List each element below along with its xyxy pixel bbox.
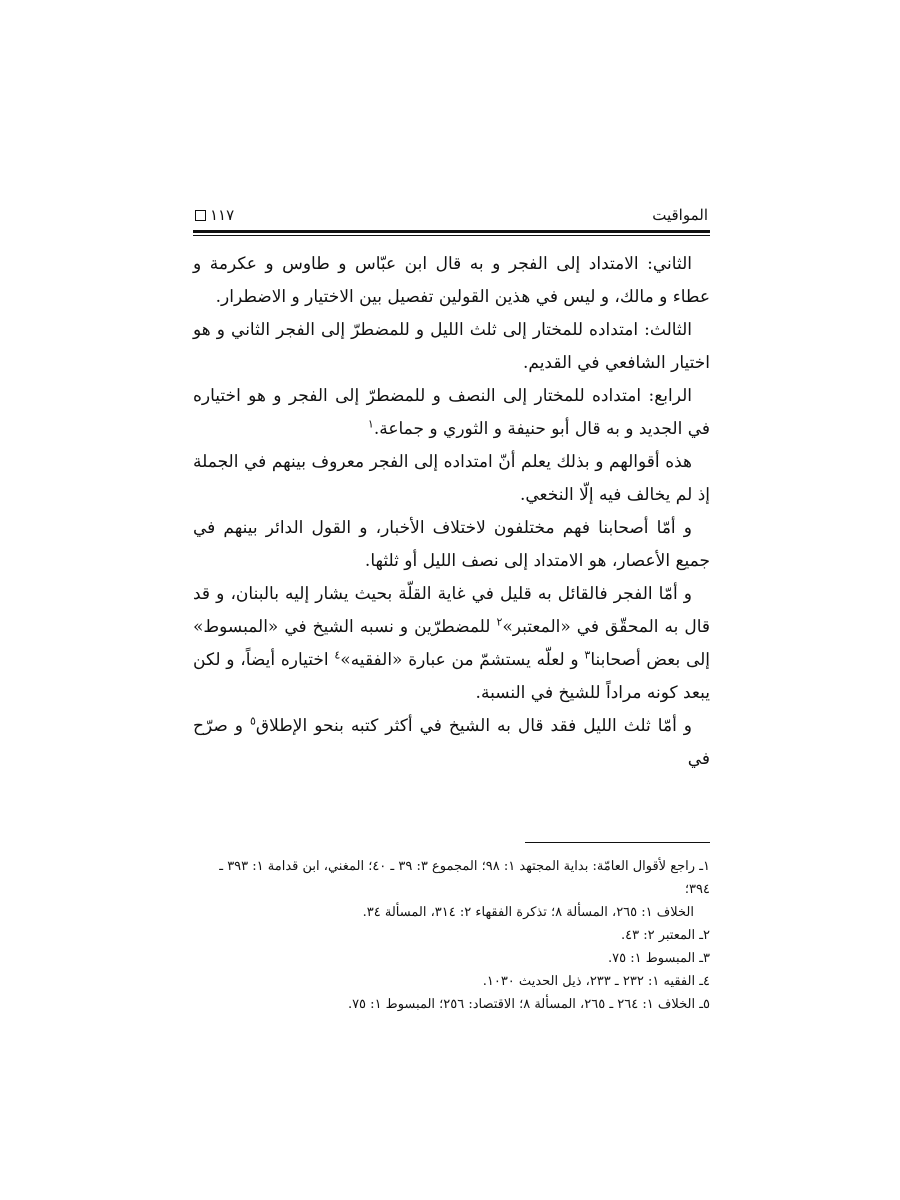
paragraph [193,512,710,578]
footnotes [193,855,710,1016]
footnote-marker[interactable]: ٢ [496,615,503,629]
footnote-separator [525,842,710,843]
header-rule-thick [193,230,710,233]
footnote: ٥ـ الخلاف ١: ٢٦٤ ـ ٢٦٥، المسألة ٨؛ الاقتصاد: ٢٥٦؛ المبسوط ١: ٧٥. [347,997,710,1012]
footnote-marker[interactable]: ٣ [584,648,591,662]
paragraph-text: و أمّا ثلث الليل فقد قال به الشيخ في أكثر كتبه بنحو الإطلاق [255,716,692,736]
paragraph-text: و صرّح في [193,716,710,769]
footnote-marker[interactable]: ٤ [334,648,341,662]
paragraph [193,710,710,776]
footnote: ٢ـ المعتبر ٢: ٤٣. [620,928,710,943]
footnote-marker[interactable]: ١ [367,417,374,431]
paragraph-text: و لعلّه يستشمّ من عبارة «الفقيه» [340,650,585,670]
main-text [193,248,710,776]
running-title: المواقيت [652,206,708,224]
paragraph [193,380,710,446]
paragraph [193,248,710,314]
footnote-marker[interactable]: ٥ [250,714,256,728]
book-page [193,196,710,1016]
page-number-group [195,206,234,224]
paragraph-text: و أمّا أصحابنا فهم مختلفون لاختلاف الأخبار، و القول الدائر بينهم في جميع الأعصار، هو الامتداد إلى نصف الليل أو ثلثها. [193,518,710,571]
footnote-continuation: الخلاف ١: ٢٦٥، المسألة ٨؛ تذكرة الفقهاء ٢: ٣١٤، المسألة ٣٤. [362,905,694,920]
footnote: ٣ـ المبسوط ١: ٧٥. [607,951,710,966]
paragraph-text: للمضطرّين و نسبه الشيخ في «المبسوط» إلى بعض أصحابنا [193,617,711,670]
header-rule-thin [193,235,710,236]
paragraph-text: الرابع: امتداده للمختار إلى النصف و للمضطرّ إلى الفجر و هو اختياره في الجديد و به قال أبو حنيفة و الثوري و جماعة. [193,386,710,439]
paragraph-text: و أمّا الفجر فالقائل به قليل في غاية القلّة بحيث يشار إليه بالبنان، و قد قال به المحقّق في «المعتبر» [193,584,710,637]
paragraph-text: الثالث: امتداده للمختار إلى ثلث الليل و للمضطرّ إلى الفجر الثاني و هو اختيار الشافعي في القديم. [193,320,710,373]
paragraph-text: هذه أقوالهم و بذلك يعلم أنّ امتداده إلى الفجر معروف بينهم في الجملة إذ لم يخالف فيه إلّا النخعي. [193,452,710,505]
paragraph [193,446,710,512]
paragraph-text: الثاني: الامتداد إلى الفجر و به قال ابن عبّاس و طاوس و عكرمة و عطاء و مالك، و ليس في هذين القولين تفصيل بين الاختيار و الاضطرار. [193,254,710,307]
paragraph [193,578,710,710]
page-number: ١١٧ [210,206,235,224]
page-header [193,196,710,224]
paragraph-text: اختياره أيضاً، و لكن يبعد كونه مراداً للشيخ في النسبة. [193,650,710,703]
footnote: ٤ـ الفقيه ١: ٢٣٢ ـ ٢٣٣، ذيل الحديث ١٠٣٠. [482,974,710,989]
footnote: ١ـ راجع لأقوال العامّة: بداية المجتهد ١: ٩٨؛ المجموع ٣: ٣٩ ـ ٤٠؛ المغني، ابن قدامة ١: ٣٩٣ ـ ٣٩٤؛ [219,859,710,897]
paragraph [193,314,710,380]
square-ornament-icon [195,210,206,221]
